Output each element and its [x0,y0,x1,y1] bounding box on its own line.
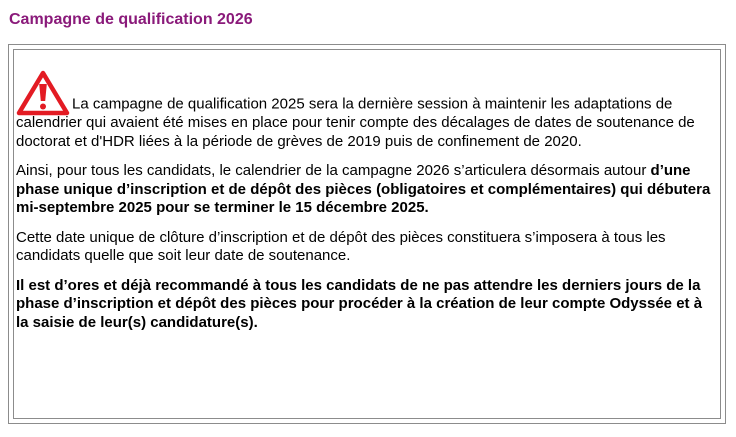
notice-paragraph-2-highlight: d’une phase unique d’inscription et de dépôt des pièces (obligatoires et complémentaires) qui débutera mi-septembre 2025 pour se terminer le 15 décembre 2025. [16,162,711,216]
notice-content [16,70,716,343]
notice-paragraph-2-intro: Ainsi, pour tous les candidats, le calendrier de la campagne 2026 s’articulera désormais autour [16,162,651,179]
page-title: Campagne de qualification 2026 [9,11,253,28]
notice-paragraph-2 [16,162,716,218]
warning-triangle-icon [16,70,70,116]
notice-paragraph-4-text: Il est d’ores et déjà recommandé à tous les candidats de ne pas attendre les derniers jours de la phase d’inscription et dépôt des pièces pour procéder à la création de leur compte Odyssée et à la saisie de leur(s) candidature(s). [16,276,703,331]
notice-paragraph-1 [16,70,716,151]
notice-paragraph-1-text: La campagne de qualification 2025 sera la dernière session à maintenir les adaptations de calendrier qui avaient été mises en place pour tenir compte des décalages de dates de soutenance de doctorat et d'HDR liées à la période de grèves de 2019 puis de confinement de 2020. [16,95,695,150]
notice-paragraph-3: Cette date unique de clôture d’inscription et de dépôt des pièces constituera s’imposera à tous les candidats quelle que soit leur date de soutenance. [16,228,666,264]
notice-inner-border [13,49,721,419]
notice-paragraph-4 [16,277,716,333]
notice-box [8,44,726,424]
